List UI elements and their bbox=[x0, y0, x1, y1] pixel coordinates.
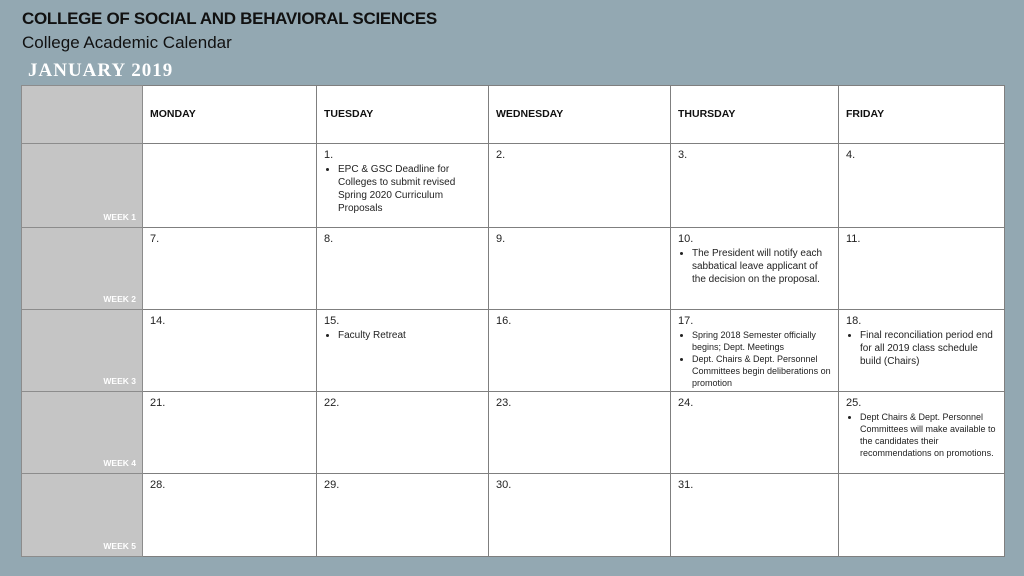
header-tuesday bbox=[317, 86, 489, 144]
date-number: 29. bbox=[324, 479, 340, 491]
week-label: WEEK 5 bbox=[103, 541, 136, 551]
college-title: COLLEGE OF SOCIAL AND BEHAVIORAL SCIENCES bbox=[22, 9, 437, 28]
week-label: WEEK 1 bbox=[103, 212, 136, 222]
day-name: TUESDAY bbox=[324, 108, 374, 120]
week-row-2 bbox=[22, 228, 1005, 310]
date-number: 21. bbox=[150, 397, 166, 409]
week-label-cell bbox=[22, 228, 143, 310]
week-label: WEEK 2 bbox=[103, 294, 136, 304]
date-number: 3. bbox=[678, 149, 688, 161]
day-cell bbox=[839, 228, 1005, 310]
date-number: 22. bbox=[324, 397, 340, 409]
day-header-row bbox=[22, 86, 1005, 144]
date-number: 31. bbox=[678, 479, 694, 491]
day-cell bbox=[317, 392, 489, 474]
week-label: WEEK 4 bbox=[103, 458, 136, 468]
event-list bbox=[671, 329, 838, 389]
day-name: FRIDAY bbox=[846, 108, 885, 120]
day-cell bbox=[489, 144, 671, 228]
header-friday bbox=[839, 86, 1005, 144]
day-cell bbox=[489, 392, 671, 474]
month-title: JANUARY 2019 bbox=[28, 60, 174, 81]
week-label-cell bbox=[22, 474, 143, 557]
event-item: • Dept Chairs & Dept. Personnel Committees will make available to the candidates their recommendations on promotions. bbox=[860, 411, 998, 459]
week-label: WEEK 3 bbox=[103, 376, 136, 386]
date-number: 18. bbox=[846, 315, 862, 327]
date-number: 28. bbox=[150, 479, 166, 491]
date-number: 15. bbox=[324, 315, 340, 327]
header-monday bbox=[143, 86, 317, 144]
date-number: 9. bbox=[496, 233, 506, 245]
day-cell bbox=[317, 228, 489, 310]
date-number bbox=[839, 474, 1004, 479]
day-name: MONDAY bbox=[150, 108, 196, 120]
day-cell bbox=[143, 228, 317, 310]
day-cell bbox=[839, 310, 1005, 392]
date-number: 17. bbox=[678, 315, 694, 327]
date-number: 4. bbox=[846, 149, 856, 161]
calendar-subtitle: College Academic Calendar bbox=[22, 33, 232, 52]
date-number: 30. bbox=[496, 479, 512, 491]
date-number: 16. bbox=[496, 315, 512, 327]
date-number: 23. bbox=[496, 397, 512, 409]
date-number: 2. bbox=[496, 149, 506, 161]
event-list bbox=[317, 163, 488, 215]
event-item: • Spring 2018 Semester officially begins; Dept. Meetings bbox=[692, 329, 832, 353]
day-cell bbox=[489, 474, 671, 557]
day-cell bbox=[143, 310, 317, 392]
event-item: • Faculty Retreat bbox=[338, 329, 482, 342]
event-list bbox=[671, 247, 838, 286]
day-cell bbox=[489, 310, 671, 392]
day-cell bbox=[317, 474, 489, 557]
week-row-4 bbox=[22, 392, 1005, 474]
calendar-table bbox=[21, 85, 1005, 557]
date-number: 10. bbox=[678, 233, 694, 245]
week-label-cell bbox=[22, 144, 143, 228]
event-item: • Final reconciliation period end for all 2019 class schedule build (Chairs) bbox=[860, 329, 998, 368]
day-cell bbox=[671, 392, 839, 474]
event-list bbox=[839, 411, 1004, 459]
event-list bbox=[839, 329, 1004, 368]
header-thursday bbox=[671, 86, 839, 144]
date-number: 1. bbox=[324, 149, 334, 161]
day-cell bbox=[671, 310, 839, 392]
corner-cell bbox=[22, 86, 143, 144]
date-number: 24. bbox=[678, 397, 694, 409]
week-label-cell bbox=[22, 310, 143, 392]
date-number: 25. bbox=[846, 397, 862, 409]
week-row-3 bbox=[22, 310, 1005, 392]
day-cell bbox=[671, 144, 839, 228]
week-row-5 bbox=[22, 474, 1005, 557]
day-cell bbox=[839, 474, 1005, 557]
event-list bbox=[317, 329, 488, 342]
event-item: • Dept. Chairs & Dept. Personnel Committees begin deliberations on promotion bbox=[692, 353, 832, 389]
day-cell bbox=[143, 392, 317, 474]
date-number: 11. bbox=[846, 233, 861, 245]
week-row-1 bbox=[22, 144, 1005, 228]
day-name: WEDNESDAY bbox=[496, 108, 564, 120]
date-number: 14. bbox=[150, 315, 166, 327]
day-cell bbox=[143, 474, 317, 557]
date-number bbox=[143, 144, 316, 149]
day-cell bbox=[317, 144, 489, 228]
header-wednesday bbox=[489, 86, 671, 144]
day-cell bbox=[839, 392, 1005, 474]
day-cell bbox=[317, 310, 489, 392]
day-cell bbox=[671, 474, 839, 557]
event-item: • The President will notify each sabbatical leave applicant of the decision on the proposal. bbox=[692, 247, 832, 286]
day-cell bbox=[489, 228, 671, 310]
date-number: 7. bbox=[150, 233, 160, 245]
day-name: THURSDAY bbox=[678, 108, 736, 120]
day-cell bbox=[839, 144, 1005, 228]
day-cell bbox=[671, 228, 839, 310]
event-item: • EPC & GSC Deadline for Colleges to submit revised Spring 2020 Curriculum Proposals bbox=[338, 163, 482, 215]
day-cell bbox=[143, 144, 317, 228]
date-number: 8. bbox=[324, 233, 334, 245]
week-label-cell bbox=[22, 392, 143, 474]
